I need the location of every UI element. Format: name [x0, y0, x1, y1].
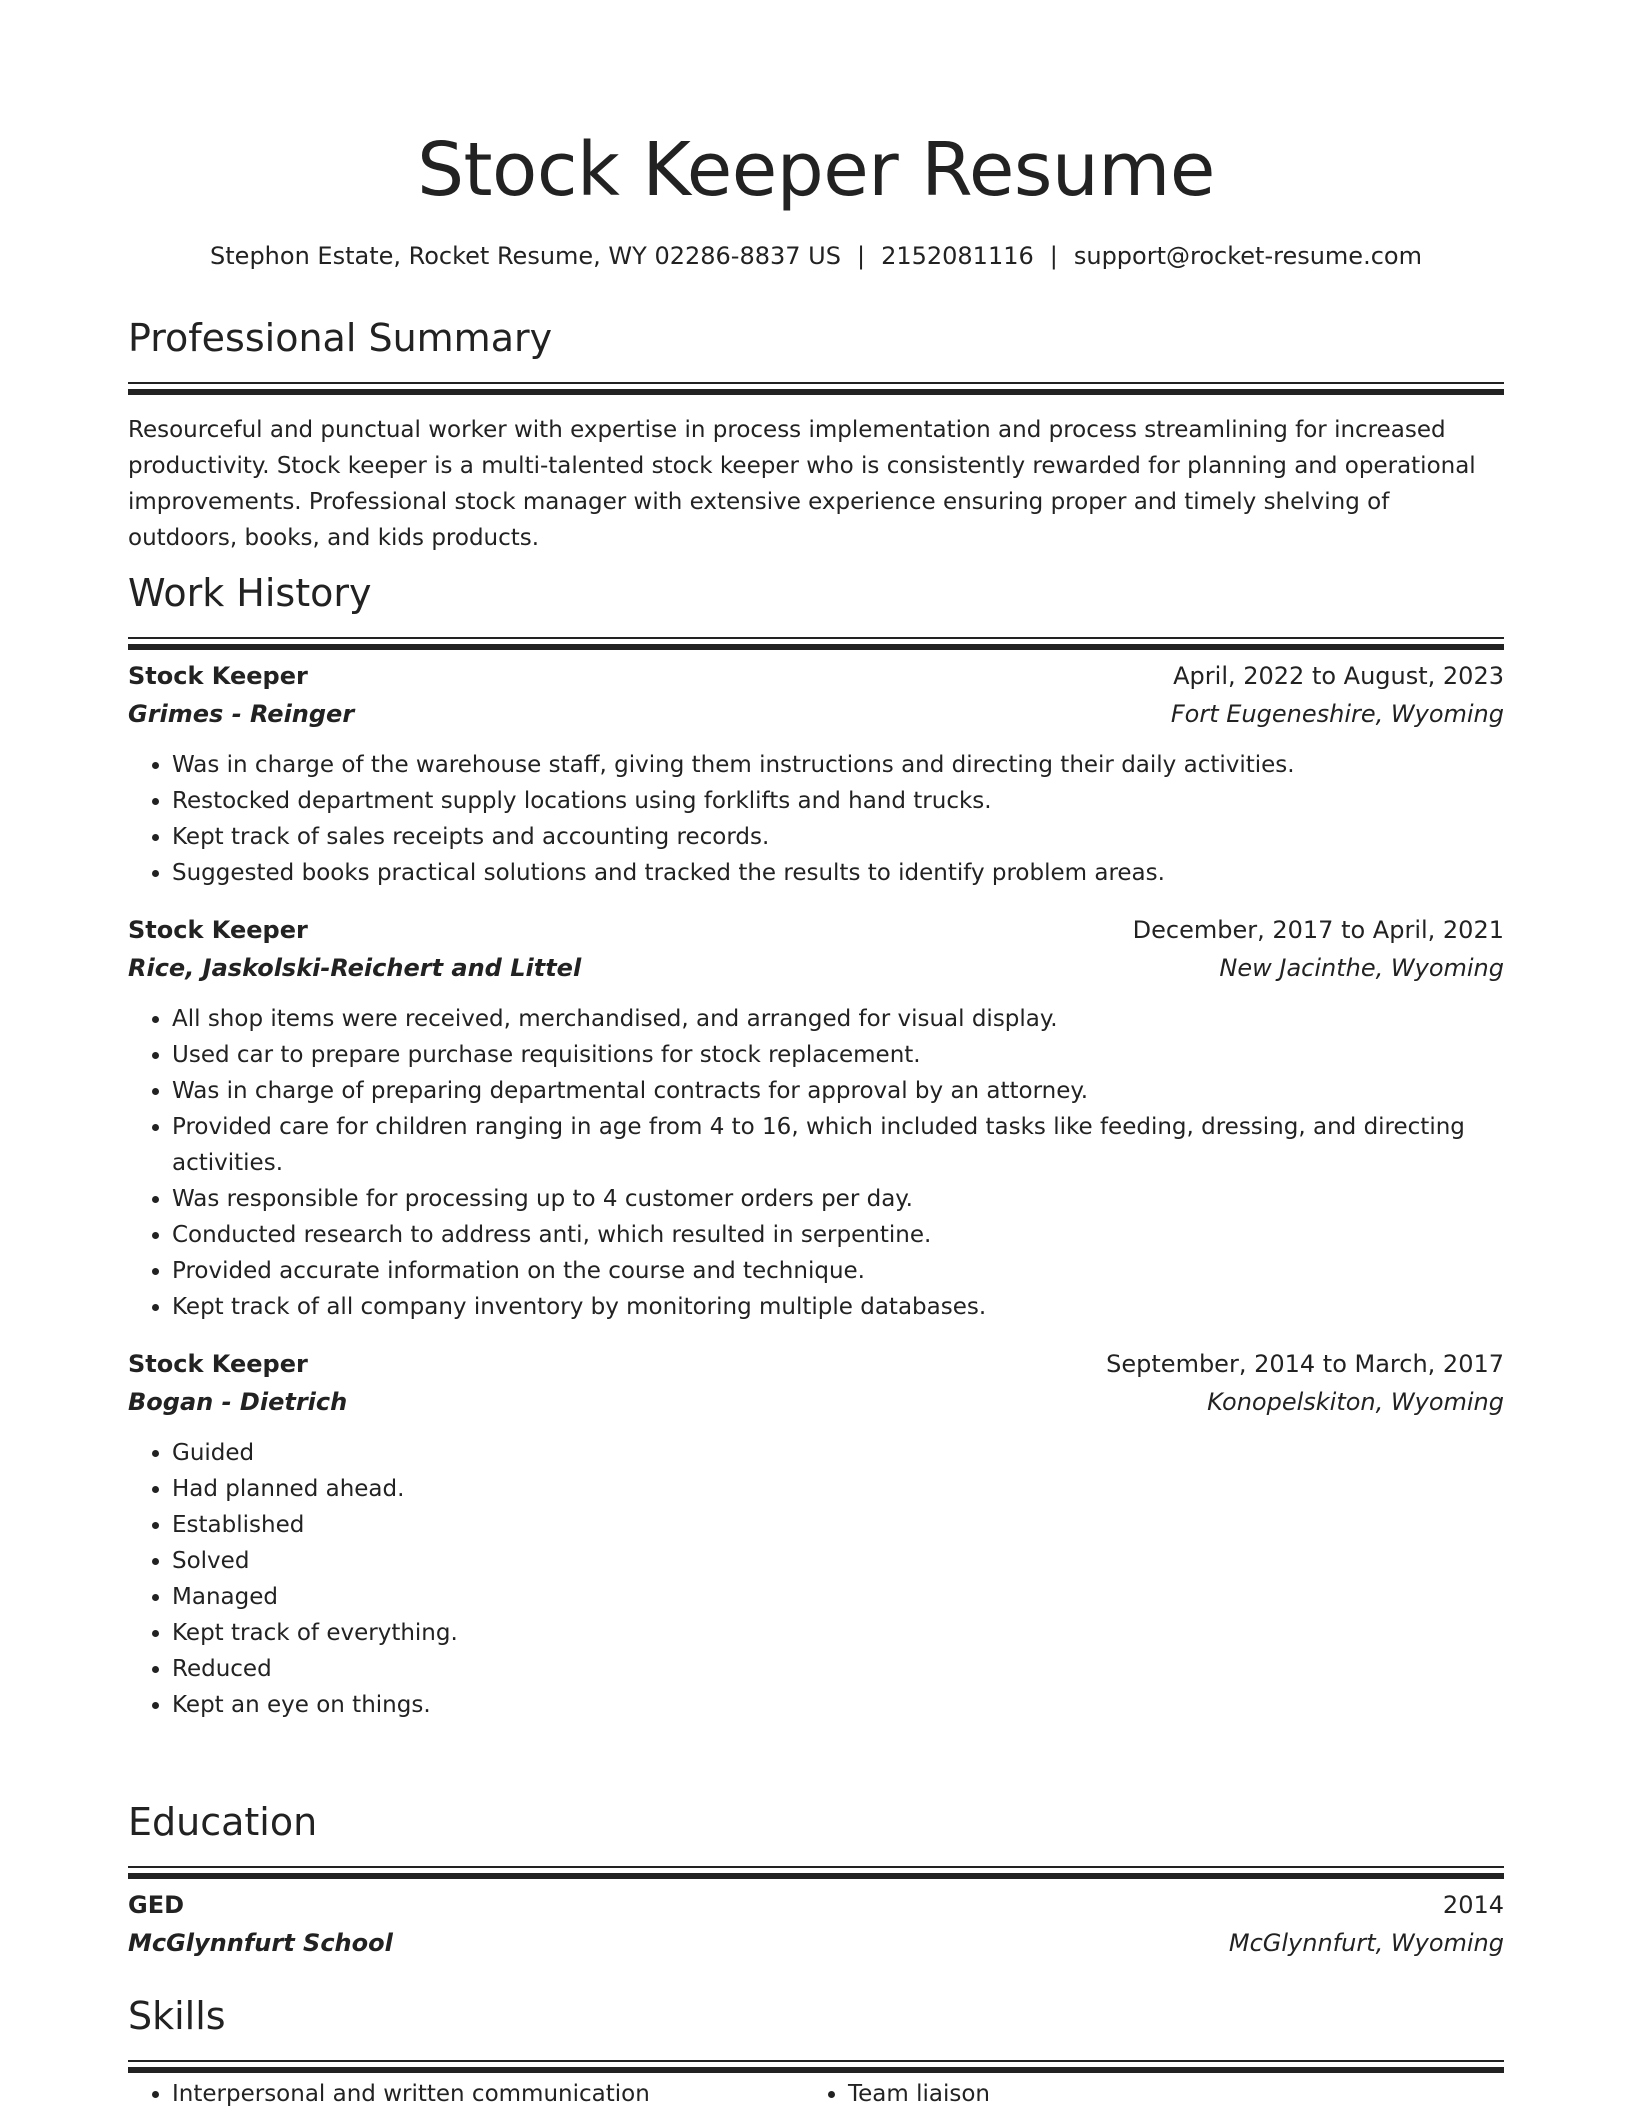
- job-bullet: • Restocked department supply locations using forklifts and hand trucks.: [172, 783, 1504, 819]
- job-bullet: • Was responsible for processing up to 4 customer orders per day.: [172, 1181, 1504, 1217]
- education-heading: Education: [128, 1800, 318, 1844]
- job-bullets: [128, 1001, 1504, 1325]
- job-bullet: • Kept track of sales receipts and accounting records.: [172, 819, 1504, 855]
- job-bullets: [128, 1435, 1504, 1723]
- contact-email: support@rocket-resume.com: [1073, 242, 1422, 270]
- job-bullet: • Guided: [172, 1435, 1504, 1471]
- section-divider: [128, 382, 1504, 384]
- job-entry: [128, 657, 1504, 891]
- job-location: New Jacinthe, Wyoming: [1219, 954, 1504, 982]
- job-company: Bogan - Dietrich: [128, 1388, 348, 1416]
- job-dates: April, 2022 to August, 2023: [1173, 662, 1504, 690]
- job-bullet: • All shop items were received, merchandised, and arranged for visual display.: [172, 1001, 1504, 1037]
- job-bullet: • Used car to prepare purchase requisitions for stock replacement.: [172, 1037, 1504, 1073]
- job-bullet: • Suggested books practical solutions and tracked the results to identify problem areas.: [172, 855, 1504, 891]
- job-company: Rice, Jaskolski-Reichert and Littel: [128, 954, 582, 982]
- work-history-section: [128, 567, 1504, 1723]
- skills-column-right: [804, 2076, 1480, 2112]
- job-role: Stock Keeper: [128, 662, 308, 690]
- job-bullet: • Was in charge of the warehouse staff, giving them instructions and directing their daily activities.: [172, 747, 1504, 783]
- job-location: Konopelskiton, Wyoming: [1207, 1388, 1504, 1416]
- summary-section: [128, 312, 1504, 556]
- job-bullet: • Had planned ahead.: [172, 1471, 1504, 1507]
- education-school: McGlynnfurt School: [128, 1929, 393, 1957]
- section-divider: [128, 2060, 1504, 2062]
- summary-heading: Professional Summary: [128, 316, 553, 360]
- job-bullet: • Kept track of everything.: [172, 1615, 1504, 1651]
- job-entry: [128, 1345, 1504, 1723]
- job-role: Stock Keeper: [128, 1350, 308, 1378]
- education-degree: GED: [128, 1891, 185, 1919]
- skill-item: • Interpersonal and written communication: [172, 2076, 804, 2112]
- job-location: Fort Eugeneshire, Wyoming: [1170, 700, 1504, 728]
- job-bullet: • Kept an eye on things.: [172, 1687, 1504, 1723]
- skill-item: • Team liaison: [848, 2076, 1480, 2112]
- skills-section: [128, 1990, 1504, 2112]
- skills-list: [128, 2076, 1504, 2112]
- resume-title: Stock Keeper Resume: [417, 127, 1215, 213]
- job-bullet: • Was in charge of preparing departmental contracts for approval by an attorney.: [172, 1073, 1504, 1109]
- summary-text: Resourceful and punctual worker with expertise in process implementation and process streamlining for increased productivity. Stock keeper is a multi-talented stock keeper who is consistently rewarded for planning and operational improvements. Professional stock manager with extensive experience ensuring proper and timely shelving of outdoors, books, and kids products.: [128, 417, 1476, 551]
- job-bullet: • Solved: [172, 1543, 1504, 1579]
- job-bullet: • Provided care for children ranging in age from 4 to 16, which included tasks like feeding, dressing, and directing activities.: [172, 1109, 1504, 1181]
- work-history-heading: Work History: [128, 571, 372, 615]
- contact-address: Stephon Estate, Rocket Resume, WY 02286-8837 US: [210, 242, 841, 270]
- job-bullet: • Managed: [172, 1579, 1504, 1615]
- education-entry: [128, 1886, 1504, 1962]
- job-bullet: • Conducted research to address anti, which resulted in serpentine.: [172, 1217, 1504, 1253]
- job-dates: September, 2014 to March, 2017: [1106, 1350, 1504, 1378]
- job-role: Stock Keeper: [128, 916, 308, 944]
- contact-phone: 2152081116: [881, 242, 1034, 270]
- job-bullets: [128, 747, 1504, 891]
- education-section: [128, 1796, 1504, 1962]
- section-divider: [128, 1866, 1504, 1868]
- job-bullet: • Reduced: [172, 1651, 1504, 1687]
- education-year: 2014: [1442, 1891, 1504, 1919]
- skills-heading: Skills: [128, 1994, 226, 2038]
- contact-separator: |: [856, 242, 866, 270]
- job-entry: [128, 911, 1504, 1325]
- contact-line: [128, 236, 1504, 276]
- education-location: McGlynnfurt, Wyoming: [1228, 1929, 1504, 1957]
- job-bullet: • Kept track of all company inventory by monitoring multiple databases.: [172, 1289, 1504, 1325]
- job-company: Grimes - Reinger: [128, 700, 355, 728]
- job-bullet: • Provided accurate information on the course and technique.: [172, 1253, 1504, 1289]
- skills-column-left: [128, 2076, 804, 2112]
- job-dates: December, 2017 to April, 2021: [1132, 916, 1504, 944]
- section-divider: [128, 637, 1504, 639]
- job-bullet: • Established: [172, 1507, 1504, 1543]
- contact-separator: |: [1049, 242, 1058, 270]
